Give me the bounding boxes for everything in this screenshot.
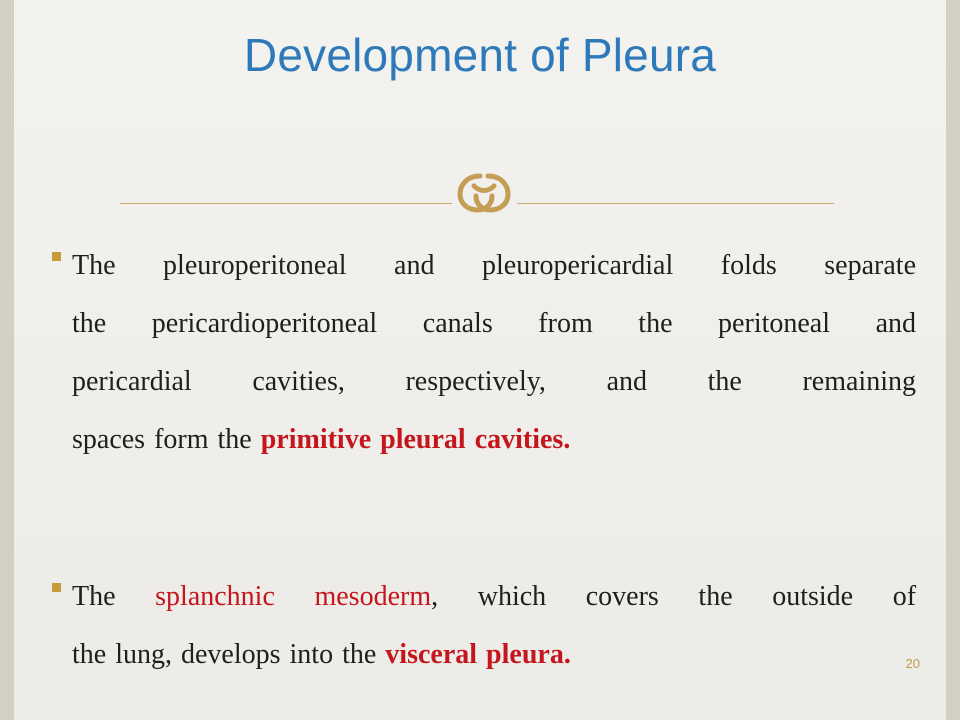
bullet-item-1: [36, 237, 916, 469]
bullet-1-line-3: pericardial cavities, respectively, and the remaining: [72, 366, 916, 397]
bullet-1-line-2: the pericardioperitoneal canals from the peritoneal and: [72, 308, 916, 339]
bullet-item-2: [36, 568, 916, 684]
page-number: 20: [905, 656, 920, 671]
term-visceral-pleura: visceral pleura: [385, 639, 564, 670]
square-bullet-icon: [52, 583, 61, 592]
bullet-1-line-1: The pleuroperitoneal and pleuropericardial folds separate: [72, 250, 916, 281]
bullet-2-line-1: [72, 568, 916, 626]
bullet-2-line-2-lead: the lung, develops into the: [72, 639, 386, 670]
slide-title: Development of Pleura: [243, 29, 717, 81]
term-splanchnic-mesoderm: splanchnic mesoderm: [155, 581, 432, 612]
square-bullet-icon: [52, 252, 61, 261]
bullet-1-line-4: [72, 411, 916, 469]
bullet-2-line-1-tail: , which covers the outside of: [431, 581, 917, 612]
bullet-2-line-2: [72, 626, 916, 684]
slide: [14, 0, 946, 720]
bullet-2-period: .: [563, 639, 571, 670]
divider-line-left: [120, 203, 452, 204]
bullet-2-line-1-lead: The: [72, 581, 156, 612]
bullet-1-line-4-lead: spaces form the: [72, 424, 261, 455]
celtic-knot-divider-icon: [452, 168, 516, 218]
term-primitive-pleural-cavities: primitive pleural cavities: [260, 424, 564, 455]
bullet-1-period: .: [563, 424, 571, 455]
divider-line-right: [517, 203, 834, 204]
